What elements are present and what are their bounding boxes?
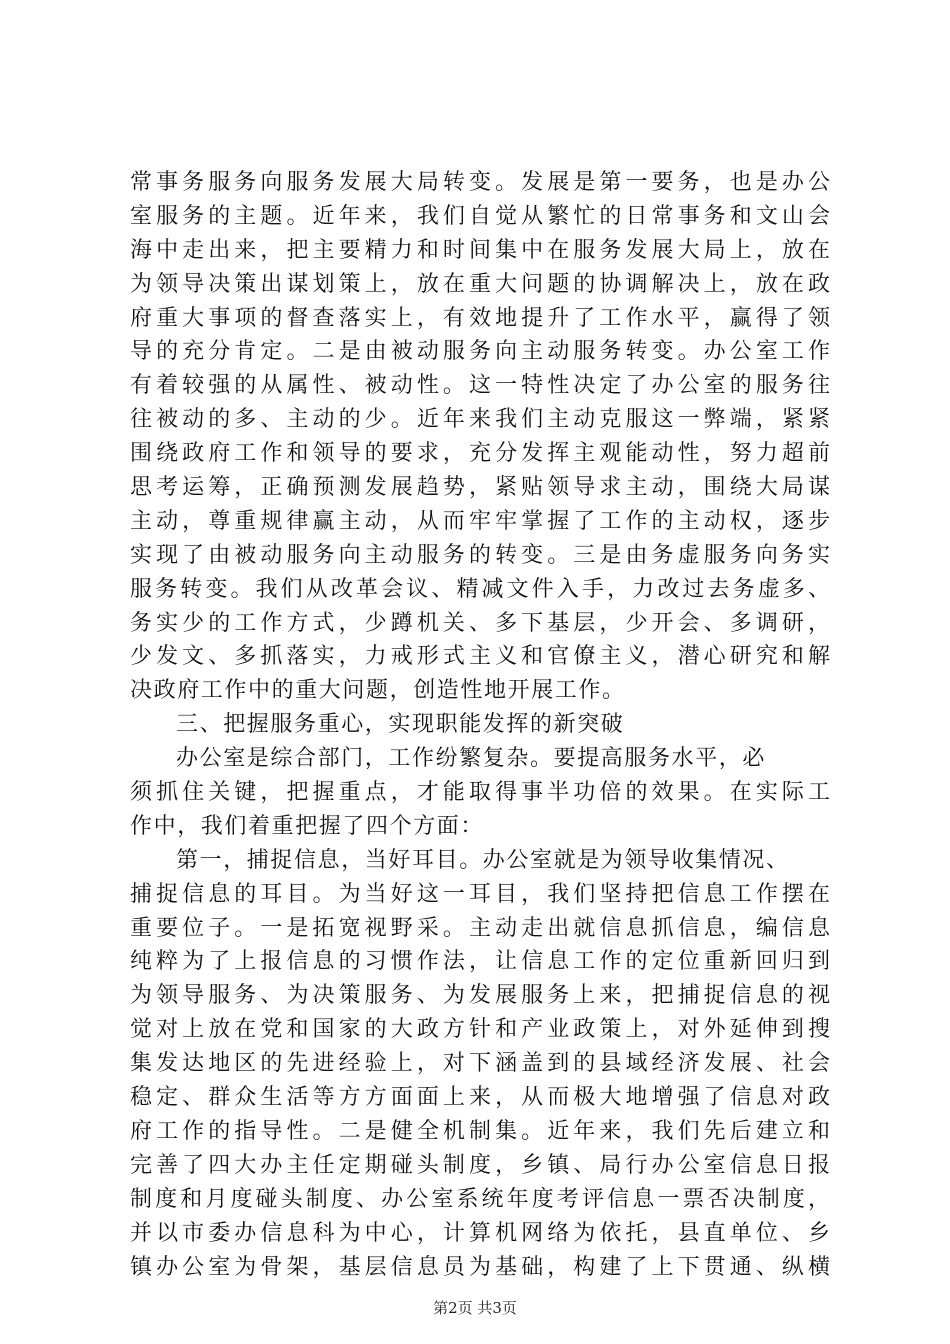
text-line: 办公室是综合部门，工作纷繁复杂。要提高服务水平，必	[176, 746, 767, 772]
text-line: 思考运筹，正确预测发展趋势，紧贴领导求主动，围绕大局谋	[130, 475, 830, 501]
text-line: 镇办公室为骨架，基层信息员为基础，构建了上下贯通、纵横	[130, 1254, 830, 1280]
text-line: 主动，尊重规律赢主动，从而牢牢掌握了工作的主动权，逐步	[130, 508, 830, 534]
text-line: 围绕政府工作和领导的要求，充分发挥主观能动性，努力超前	[130, 441, 830, 467]
text-line: 决政府工作中的重大问题，创造性地开展工作。	[130, 678, 626, 704]
text-line: 须抓住关键，把握重点，才能取得事半功倍的效果。在实际工	[130, 780, 830, 806]
text-line: 作中，我们着重把握了四个方面：	[130, 813, 485, 839]
text-line: 服务转变。我们从改革会议、精减文件入手，力改过去务虚多、	[130, 576, 830, 602]
text-line: 为领导决策出谋划策上，放在重大问题的协调解决上，放在政	[130, 271, 830, 297]
text-line: 为领导服务、为决策服务、为发展服务上来，把捕捉信息的视	[130, 983, 830, 1009]
text-line: 纯粹为了上报信息的习惯作法，让信息工作的定位重新回归到	[130, 949, 830, 975]
text-line: 海中走出来，把主要精力和时间集中在服务发展大局上，放在	[130, 237, 830, 263]
text-line: 集发达地区的先进经验上，对下涵盖到的县域经济发展、社会	[130, 1051, 830, 1077]
text-line: 制度和月度碰头制度、办公室系统年度考评信息一票否决制度，	[130, 1186, 830, 1212]
text-line: 府工作的指导性。二是健全机制集。近年来，我们先后建立和	[130, 1118, 830, 1144]
text-line: 第一，捕捉信息，当好耳目。办公室就是为领导收集情况、	[176, 847, 790, 873]
text-line: 完善了四大办主任定期碰头制度，乡镇、局行办公室信息日报	[130, 1152, 830, 1178]
text-line: 觉对上放在党和国家的大政方针和产业政策上，对外延伸到搜	[130, 1017, 830, 1043]
text-line: 府重大事项的督查落实上，有效地提升了工作水平，赢得了领	[130, 305, 830, 331]
text-line: 重要位子。一是拓宽视野采。主动走出就信息抓信息，编信息	[130, 915, 830, 941]
text-line: 务实少的工作方式，少蹲机关、多下基层，少开会、多调研，	[130, 610, 830, 636]
text-line: 导的充分肯定。二是由被动服务向主动服务转变。办公室工作	[130, 339, 830, 365]
text-line: 实现了由被动服务向主动服务的转变。三是由务虚服务向务实	[130, 542, 830, 568]
section-heading: 三、把握服务重心，实现职能发挥的新突破	[176, 712, 625, 738]
document-body	[130, 166, 830, 1284]
page-number-footer: 第2页 共3页	[433, 1299, 517, 1317]
text-line: 捕捉信息的耳目。为当好这一耳目，我们坚持把信息工作摆在	[130, 881, 830, 907]
text-line: 有着较强的从属性、被动性。这一特性决定了办公室的服务往	[130, 373, 830, 399]
text-line: 常事务服务向服务发展大局转变。发展是第一要务，也是办公	[130, 170, 830, 195]
text-line: 稳定、群众生活等方方面面上来，从而极大地增强了信息对政	[130, 1085, 830, 1111]
text-line: 室服务的主题。近年来，我们自觉从繁忙的日常事务和文山会	[130, 203, 830, 229]
text-line: 往被动的多、主动的少。近年来我们主动克服这一弊端，紧紧	[130, 407, 830, 433]
text-line: 少发文、多抓落实，力戒形式主义和官僚主义，潜心研究和解	[130, 644, 830, 670]
text-line: 并以市委办信息科为中心，计算机网络为依托，县直单位、乡	[130, 1220, 830, 1246]
